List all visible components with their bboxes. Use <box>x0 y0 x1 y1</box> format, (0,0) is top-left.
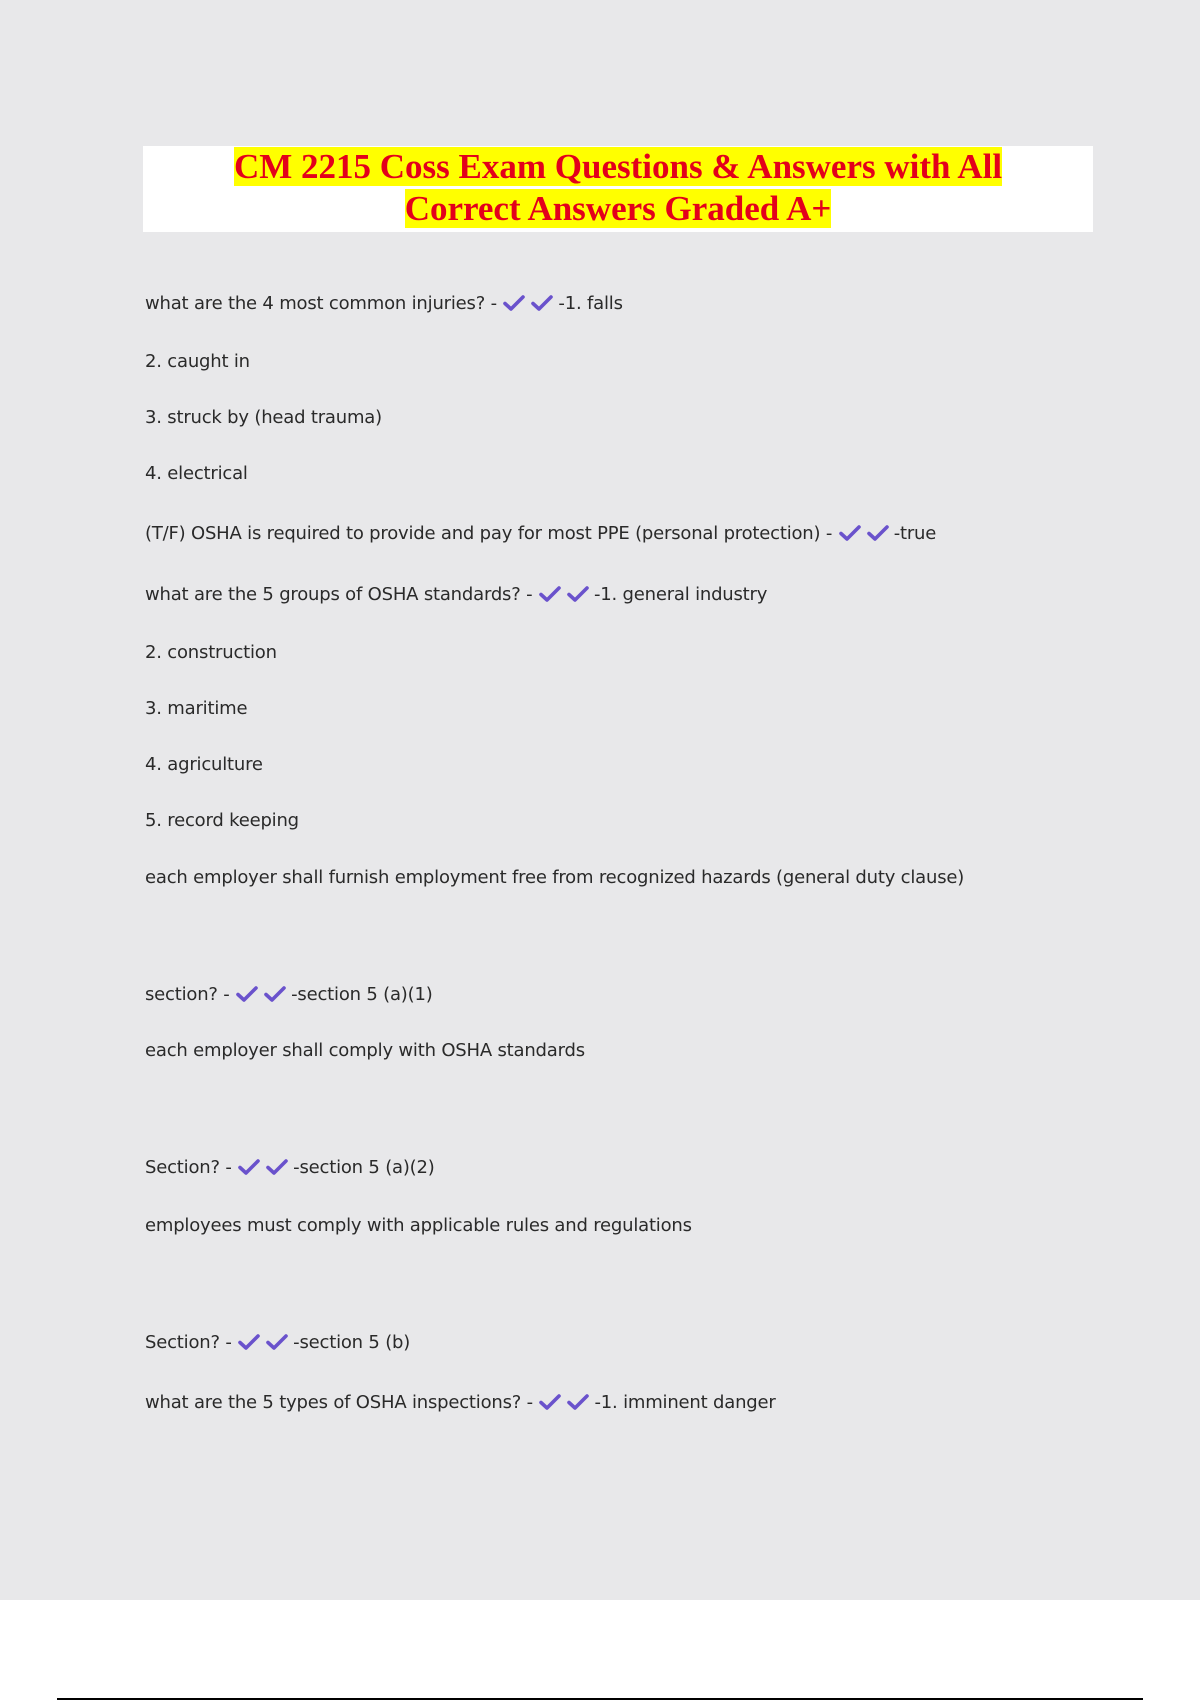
check-icon <box>566 1393 590 1411</box>
qa-answer-text: -1. general industry <box>593 584 768 605</box>
qa-line <box>145 1214 692 1238</box>
qa-line-text: section? - <box>145 984 236 1005</box>
qa-line-text: each employer shall comply with OSHA standards <box>145 1040 585 1061</box>
qa-answer-text: -true <box>893 523 937 544</box>
qa-line-text: 3. struck by (head trauma) <box>145 407 382 428</box>
page-footer-area <box>0 1600 1200 1700</box>
qa-line <box>145 809 299 833</box>
qa-line-text: 5. record keeping <box>145 810 299 831</box>
check-icon <box>237 1333 261 1351</box>
qa-line <box>145 983 433 1007</box>
qa-line-text: 2. caught in <box>145 351 250 372</box>
qa-line-text: 3. maritime <box>145 698 248 719</box>
qa-line-text: (T/F) OSHA is required to provide and pay for most PPE (personal protection) - <box>145 523 838 544</box>
check-icon <box>265 1158 289 1176</box>
qa-line <box>145 1039 585 1063</box>
qa-line <box>145 1156 435 1180</box>
qa-line-text: 4. electrical <box>145 463 248 484</box>
qa-line <box>145 292 623 316</box>
qa-line <box>145 462 248 486</box>
title-line-1: CM 2215 Coss Exam Questions & Answers with All <box>233 147 1003 186</box>
check-icon <box>538 1393 562 1411</box>
qa-line <box>145 1331 410 1355</box>
qa-line-text: each employer shall furnish employment free from recognized hazards (general duty clause) <box>145 867 965 888</box>
qa-line <box>145 1391 776 1415</box>
qa-line <box>145 406 382 430</box>
qa-answer-text: -section 5 (a)(1) <box>291 984 433 1005</box>
check-icon <box>502 294 526 312</box>
qa-line-text: what are the 5 groups of OSHA standards? - <box>145 584 538 605</box>
qa-line <box>145 697 247 721</box>
qa-line-text: Section? - <box>145 1332 238 1353</box>
check-icon <box>237 1158 261 1176</box>
check-icon <box>530 294 554 312</box>
qa-line-text: employees must comply with applicable rules and regulations <box>145 1215 692 1236</box>
document-title <box>143 146 1093 232</box>
qa-line <box>145 753 263 777</box>
qa-line <box>145 641 277 665</box>
check-icon <box>235 985 259 1003</box>
qa-answer-text: -section 5 (a)(2) <box>293 1157 435 1178</box>
qa-line-text: what are the 5 types of OSHA inspections? - <box>145 1392 539 1413</box>
qa-answer-text: -1. imminent danger <box>594 1392 776 1413</box>
check-icon <box>838 524 862 542</box>
title-line-2: Correct Answers Graded A+ <box>404 189 832 228</box>
qa-answer-text: -section 5 (b) <box>293 1332 411 1353</box>
qa-line <box>145 350 250 374</box>
qa-line-text: Section? - <box>145 1157 238 1178</box>
check-icon <box>538 585 562 603</box>
check-icon <box>265 1333 289 1351</box>
check-icon <box>566 585 590 603</box>
qa-line <box>145 583 767 607</box>
qa-line-text: what are the 4 most common injuries? - <box>145 293 503 314</box>
qa-line-text: 4. agriculture <box>145 754 263 775</box>
qa-line <box>145 522 936 546</box>
check-icon <box>866 524 890 542</box>
qa-line-text: 2. construction <box>145 642 277 663</box>
check-icon <box>263 985 287 1003</box>
qa-line <box>145 866 964 890</box>
qa-answer-text: -1. falls <box>558 293 623 314</box>
